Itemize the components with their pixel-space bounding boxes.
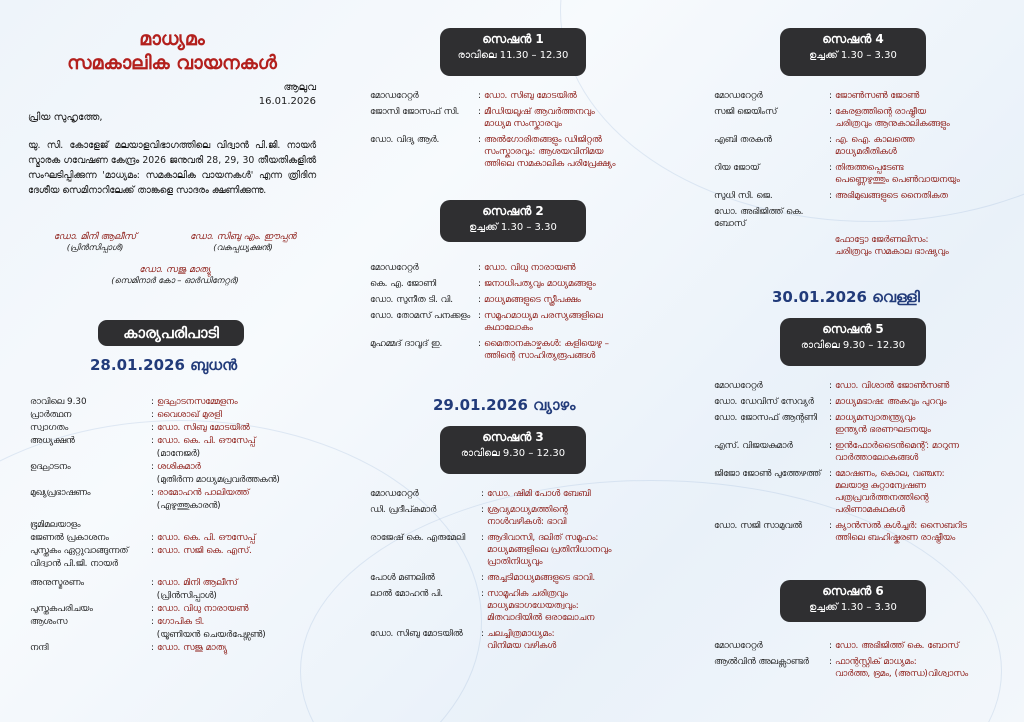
talk-topic-line: ശ്രവ്യമാധ്യമത്തിന്റെ [486,505,568,515]
talk-topic-line: ഡോ. സിബു മോടയിൽ [483,91,577,101]
session-row [370,134,670,170]
session-colon: : [829,191,832,201]
talk-topic [835,106,1014,130]
schedule-person: ശശികുമാർ [156,462,201,472]
talk-topic-line: ചരിത്രവും സമകാല ഭാഷ്യവും [834,247,949,257]
schedule-colon: : [151,436,154,446]
schedule-row-sub [30,590,315,602]
schedule-person-role: (യൂണിയൻ ചെയർപേഴ്സൺ) [156,630,266,640]
session-row [370,106,670,130]
session-colon: : [829,469,832,479]
schedule-row [30,461,315,473]
schedule-role: സ്വാഗതം [30,423,69,433]
session-row [714,190,1014,202]
signatory-name: ഡോ. മിനി ആലീസ് [53,232,137,242]
talk-topic [835,440,1014,464]
talk-topic-line: നാൾവഴികൾ: ഭാവി [486,517,567,527]
schedule-person-role: (മാനേജർ) [156,449,201,459]
schedule-colon: : [151,643,154,653]
schedule-row [30,577,315,589]
talk-topic [835,412,1014,436]
session-row [370,504,670,528]
schedule-role: അനുസ്മരണം [30,578,84,588]
schedule-person: ഡോ. മിനി ആലീസ് [156,578,238,588]
schedule-colon: : [151,488,154,498]
session-row [370,588,670,624]
schedule-row-sub [30,629,315,641]
schedule-role: അധ്യക്ഷൻ [30,436,75,446]
session6-badge [780,580,926,622]
talk-topic [484,262,670,274]
signatory-name: ഡോ. സിബു എം. ഈപ്പൻ [189,232,297,242]
schedule-row [30,532,315,544]
schedule-row [30,435,315,447]
schedule-row [30,422,315,434]
talk-topic-line: പ്രാതിനിധ്യവും [486,557,543,567]
speaker-name: ഡോ. തോമസ് പനക്കളം [370,311,471,321]
talk-topic-line: മിതവാദിയിൽ ഒരാലോചന [486,613,595,623]
day1-schedule [30,396,315,655]
talk-topic [484,294,670,306]
schedule-colon: : [151,533,154,543]
schedule-role: പുസ്തകം ഏറ്റുവാങ്ങുന്നത് [30,546,129,556]
session-colon: : [481,533,484,543]
talk-topic-line: ത്തിന്റെ സാഹിത്യരൂപങ്ങൾ [483,351,596,361]
schedule-colon: : [151,546,154,556]
session-row [714,440,1014,464]
schedule-person: ഡോ. സിബു മോടയിൽ [156,423,250,433]
speaker-name: സജി ജെയിംസ് [714,107,778,117]
schedule-person: ഡോ. കെ. പി. ഔസേപ്പ് [156,533,256,543]
session-time: ഉച്ചക്ക് 1.30 – 3.30 [809,50,897,61]
talk-topic-line: ത്തിലെ ബഹിഷ്കരണ രാഷ്ട്രീയം [834,533,956,543]
session-colon: : [481,589,484,599]
speaker-name: കെ. എ. ജോണി [370,279,437,289]
schedule-row [30,642,315,654]
schedule-role: വിദ്വാൻ പി.ജി. നായർ [30,559,118,569]
schedule-colon: : [151,462,154,472]
session-row [714,468,1014,516]
talk-topic-line: സാമൂഹിക ചരിത്രവും [486,589,568,599]
programme-heading: കാര്യപരിപാടി [98,320,244,346]
session-row [714,106,1014,130]
session-row [370,628,670,652]
speaker-name: മോഡറേറ്റർ [714,91,763,101]
session-row [714,90,1014,102]
schedule-person: ഡോ. സജി കെ. എസ്. [156,546,252,556]
session-row [714,520,1014,544]
session-row [714,162,1014,186]
session3-badge [440,426,586,474]
session-row [714,134,1014,158]
schedule-person-role: (മുതിർന്ന മാധ്യമപ്രവർത്തകൻ) [156,475,280,485]
schedule-row [30,616,315,628]
session-colon: : [829,107,832,117]
speaker-name: ആൽവിൻ അലക്സാണ്ടർ [714,657,809,667]
signatory [168,232,318,253]
talk-topic-line: മൈതാനകാഴ്ചകൾ: കളിയെഴു – [483,339,610,349]
seminar-title-line2: സമകാലിക വായനകൾ [67,52,277,74]
session-colon [826,206,835,230]
talk-topic-line: എ. ഐ. കാലത്തെ [834,135,915,145]
schedule-colon: : [151,423,154,433]
talk-topic-line: ജോൺസൺ ജോൺ [834,91,920,101]
session1-schedule [370,90,670,174]
session-time: ഉച്ചക്ക് 1.30 – 3.30 [469,222,557,233]
talk-topic-line: ജനാധിപത്യവും മാധ്യമങ്ങളും [483,279,596,289]
schedule-spacer [148,448,157,460]
session-colon: : [481,489,484,499]
letter-date: 16.01.2026 [258,96,316,107]
talk-topic-line: ഇൻഫോർടൈൻമെന്റ്: മാറുന്ന [834,441,959,451]
schedule-colon: : [151,604,154,614]
schedule-spacer [30,474,148,486]
session-colon: : [481,505,484,515]
session-row [714,640,1014,652]
letter-salutation: പ്രിയ സുഹൃത്തേ, [28,112,103,123]
session-row [370,310,670,334]
talk-topic [487,628,670,652]
speaker-name: പോൾ മണലിൽ [370,573,435,583]
schedule-row-sub [30,448,315,460]
session-row [370,262,670,274]
speaker-name: എസ്. വിജയകുമാർ [714,441,793,451]
talk-topic-line: ഫാന്റസ്റ്റിക് മാധ്യമം: [834,657,917,667]
talk-topic [835,640,1014,652]
speaker-name: ജോസി ജോസഫ് സി. [370,107,460,117]
session-colon: : [478,263,481,273]
invitation-letter: യു. സി. കോളേജ് മലയാളവിഭാഗത്തിലെ വിദ്വാൻ പി.ജി. നായർ സ്മാരക ഗവേഷണ കേന്ദ്രം 2026 ജനുവരി 28, 29, 30 തീയതികളിൽ സംഘടിപ്പിക്കുന്ന 'മാധ്യമം: സമകാലിക വായനകൾ' എന്ന ത്രിദിന ദേശീയ സെമിനാറിലേക്ക് താങ്കളെ സാദരം ക്ഷണിക്കുന്നു. [28,140,316,196]
talk-topic [484,338,670,362]
schedule-person [154,558,315,570]
talk-topic [835,396,1014,408]
schedule-spacer [148,590,157,602]
signatory-role: (വകുപ്പധ്യക്ഷൻ) [213,242,273,252]
schedule-person: രാമോഹൻ പാലിയത്ത് [156,488,250,498]
signatory-role: (സെമിനാർ കോ – ഓർഡിനേറ്റർ) [111,275,239,285]
signatory-name: ഡോ. സജു മാത്യു [139,265,211,275]
schedule-role: ജേണൽ പ്രകാശനം [30,533,109,543]
speaker-name: ഡോ. ജോസഫ് ആന്റണി [714,413,817,423]
session-row [370,338,670,362]
speaker-name: ജിജോ ജോൺ പുത്തേഴത്ത് [714,469,821,479]
speaker-name: ഡോ. അഭിജിത്ത് കെ. ബോസ് [714,207,804,229]
schedule-row-sub [30,474,315,486]
talk-topic [835,468,1014,516]
schedule-role: നന്ദി [30,643,49,653]
talk-topic [484,106,670,130]
talk-topic [835,134,1014,158]
session-colon: : [481,629,484,639]
speaker-name: ഡോ. ഡേവിസ് സേവ്യർ [714,397,814,407]
talk-topic-line: വാർത്ത, ഭ്രമം, (അന്ധ)വിശ്വാസം [834,669,969,679]
speaker-name: മുഹമ്മദ് ദാവൂദ് ഇ. [370,339,443,349]
talk-topic-line: അൽഗോരിതങ്ങളും ഡിജിറ്റൽ [483,135,602,145]
speaker-name: രാജേഷ് കെ. എരുമേലി [370,533,466,543]
talk-topic-line: കഥാലോകം [483,323,533,333]
session4-schedule [714,90,1014,262]
speaker-name: എബി തരകൻ [714,135,772,145]
schedule-spacer [148,629,157,641]
schedule-row [30,396,315,408]
talk-topic-line: പെണ്ണെഴുത്തും പെൺവായനയും [834,175,960,185]
talk-topic-line: സമൂഹമാധ്യമ പരസ്യങ്ങളിലെ [483,311,603,321]
session-colon: : [478,279,481,289]
talk-topic [484,134,670,170]
session5-schedule [714,380,1014,548]
speaker-name: മോഡറേറ്റർ [370,91,419,101]
talk-topic-line: മാധ്യമ സംസ്കാരവും [483,119,562,129]
letter-place: ആലുവ [283,82,316,93]
session-row [714,206,1014,230]
schedule-spacer [148,474,157,486]
signatory [30,232,160,253]
session-colon: : [829,163,832,173]
talk-topic-line: മാധ്യമഭാഗധേയത്വവും: [486,601,579,611]
talk-topic-line: മോഷണം, കൊല, വഞ്ചന: [834,469,945,479]
talk-topic-line: ചലച്ചിത്രമാധ്യമം: [486,629,555,639]
talk-topic-line: വിനിമയ വഴികൾ [486,641,557,651]
session-row [370,488,670,500]
schedule-row [30,558,315,570]
session-colon: : [829,91,832,101]
speaker-name: ഡോ. വിദ്യ ആർ. [370,135,440,145]
talk-topic-line: ചരിത്രവും ആനുകാലികങ്ങളും [834,119,950,129]
schedule-role: പുസ്തകപരിചയം [30,604,93,614]
session-row [714,656,1014,680]
schedule-spacer [30,629,148,641]
talk-topic [835,90,1014,102]
session-colon: : [478,91,481,101]
session-title: സെഷൻ 5 [822,322,884,336]
seminar-title-line1: മാധ്യമം [139,28,205,50]
session-time: രാവിലെ 9.30 – 12.30 [800,340,906,351]
schedule-row [30,519,315,531]
talk-topic-line: ഡോ. വിശാൽ ജോൺസൺ [834,381,950,391]
talk-topic-line: മീഡിയലൂഷ് ആവർത്തനവും [483,107,595,117]
schedule-spacer [30,448,148,460]
talk-topic-line: ത്തിലെ സമകാലിക പരിപ്രേക്ഷ്യം [483,159,616,169]
session-colon: : [829,135,832,145]
session5-badge [780,318,926,366]
schedule-row-sub [30,500,315,512]
session-colon: : [478,295,481,305]
schedule-person-role: (എഴുത്തുകാരൻ) [156,501,221,511]
session-time: ഉച്ചക്ക് 1.30 – 3.30 [809,602,897,613]
speaker-name: ഡോ. സജി സാമുവൽ [714,521,802,531]
session-colon: : [829,521,832,531]
session-time: രാവിലെ 11.30 – 12.30 [457,50,569,61]
session-row [370,278,670,290]
talk-topic-line: അച്ചടിമാധ്യമങ്ങളുടെ ഭാവി. [486,573,596,583]
talk-topic [484,90,670,102]
schedule-spacer [30,500,148,512]
day1-heading: 28.01.2026 ബുധൻ [90,356,237,374]
schedule-person: ഗോപിക ടി. [156,617,205,627]
talk-topic-line: പത്രപ്രവർത്തനത്തിന്റെ [834,493,929,503]
talk-topic-line: വാർത്താലോകങ്ങൾ [834,453,919,463]
talk-topic [835,162,1014,186]
speaker-name: റിയ ജോയ് [714,163,760,173]
day2-heading: 29.01.2026 വ്യാഴം [433,396,576,414]
talk-topic [835,206,1014,230]
schedule-colon: : [151,617,154,627]
session-row [370,294,670,306]
session-colon [826,234,835,258]
schedule-row [30,487,315,499]
session2-schedule [370,262,670,366]
session-colon: : [829,641,832,651]
talk-topic-line: മാധ്യമഭാഷ: അകവും പുറവും [834,397,947,407]
session-row [714,234,1014,258]
session-row [370,90,670,102]
schedule-colon: : [151,578,154,588]
talk-topic [487,572,670,584]
talk-topic-line: മാധ്യമങ്ങളിലെ പ്രതിനിധാനവും [486,545,612,555]
schedule-person: ഡോ. സജു മാത്യു [156,643,227,653]
session-time: രാവിലെ 9.30 – 12.30 [460,448,566,459]
talk-topic [835,234,1014,258]
talk-topic-line: ഫോട്ടോ ജേർണലിസം: [834,235,929,245]
schedule-row [30,545,315,557]
session-colon: : [478,311,481,321]
talk-topic-line: അഭിമുഖങ്ങളുടെ നൈതികത [834,191,948,201]
schedule-role: ഉദ്ഘാടനം [30,462,71,472]
session-colon: : [478,339,481,349]
talk-topic [835,520,1014,544]
session-colon: : [829,413,832,423]
session-title: സെഷൻ 1 [482,32,544,46]
session-title: സെഷൻ 4 [822,32,884,46]
speaker-name: മോഡറേറ്റർ [370,489,419,499]
signatory [90,265,260,286]
schedule-role: ആശംസ [30,617,68,627]
session-colon: : [829,381,832,391]
schedule-person: ഡോ. വിധു നാരായൺ [156,604,249,614]
talk-topic-line: മാധ്യമങ്ങളുടെ സ്ത്രീപക്ഷം [483,295,581,305]
talk-topic-line: പരിണാമകഥകൾ [834,505,905,515]
session-colon: : [829,657,832,667]
schedule-role: മുഖ്യപ്രഭാഷണം [30,488,91,498]
speaker-name: സുധി സി. ജെ. [714,191,773,201]
talk-topic-line: ആദിവാസി, ദലിത് സമൂഹം: [486,533,599,543]
day3-heading: 30.01.2026 വെള്ളി [772,288,920,306]
talk-topic [835,656,1014,680]
talk-topic [835,190,1014,202]
speaker-name [714,234,826,258]
speaker-name: മോഡറേറ്റർ [370,263,419,273]
talk-topic [487,532,670,568]
schedule-role: ഭൂമിമലയാളം [30,520,81,530]
speaker-name: ലാൽ മോഹൻ പി. [370,589,444,599]
talk-topic-line: ഡോ. ഷിമി പോൾ ബേബി [486,489,591,499]
talk-topic [487,588,670,624]
session4-badge [780,28,926,76]
speaker-name: മോഡറേറ്റർ [714,641,763,651]
session-colon: : [478,135,481,145]
signatory-role: (പ്രിൻസിപ്പാൾ) [66,242,124,252]
speaker-name: മോഡറേറ്റർ [714,381,763,391]
schedule-colon: : [151,410,154,420]
schedule-spacer [30,590,148,602]
speaker-name: ഡി. പ്രദീപ്കുമാർ [370,505,437,515]
talk-topic-line: സംസ്കാരവും: ആശയവിനിമയ [483,147,604,157]
session-colon: : [478,107,481,117]
schedule-person: ഡോ. കെ. പി. ഔസേപ്പ് [156,436,256,446]
session2-badge [440,200,586,242]
speaker-name: ഡോ. സുനീത ടി. വി. [370,295,454,305]
speaker-name: ഡോ. സിബു മോടയിൽ [370,629,463,639]
talk-topic [484,278,670,290]
schedule-row [30,603,315,615]
session-colon: : [829,441,832,451]
session1-badge [440,28,586,76]
schedule-person-role: (പ്രിൻസിപ്പാൾ) [156,591,217,601]
schedule-row [30,409,315,421]
schedule-person: ഉദ്ഘാടനസമ്മേളനം [156,397,238,407]
schedule-role: പ്രാർത്ഥന [30,410,72,420]
talk-topic-line: ക്യാൻസൽ കൾച്ചർ: സൈബറിട [834,521,967,531]
session-title: സെഷൻ 6 [822,584,884,598]
session-row [714,396,1014,408]
session-colon: : [829,397,832,407]
session3-schedule [370,488,670,656]
schedule-role: രാവിലെ 9.30 [30,397,87,407]
talk-topic-line: ഡോ. അഭിജിത്ത് കെ. ബോസ് [834,641,959,651]
schedule-colon: : [151,397,154,407]
talk-topic [835,380,1014,392]
session6-schedule [714,640,1014,684]
session-row [370,572,670,584]
talk-topic [487,488,670,500]
session-colon: : [481,573,484,583]
talk-topic [484,310,670,334]
talk-topic-line: ഡോ. വിധു നാരായൺ [483,263,576,273]
session-title: സെഷൻ 2 [482,204,544,218]
schedule-spacer [148,500,157,512]
talk-topic [487,504,670,528]
session-row [714,380,1014,392]
talk-topic-line: മാധ്യമസ്വാതന്ത്ര്യവും [834,413,916,423]
schedule-person [154,519,315,531]
talk-topic-line: മലയാള കുറ്റാന്വേഷണ [834,481,926,491]
talk-topic-line: മാധ്യമരീതികൾ [834,147,897,157]
talk-topic-line: ഇന്ത്യൻ ഭരണഘടനയും [834,425,931,435]
schedule-person: വൈശാഖ് മുരളി [156,410,222,420]
talk-topic-line: കേരളത്തിന്റെ രാഷ്ട്രീയ [834,107,926,117]
session-row [370,532,670,568]
session-row [714,412,1014,436]
session-title: സെഷൻ 3 [482,430,544,444]
talk-topic-line: തിരുത്തപ്പെടേണ്ട [834,163,904,173]
